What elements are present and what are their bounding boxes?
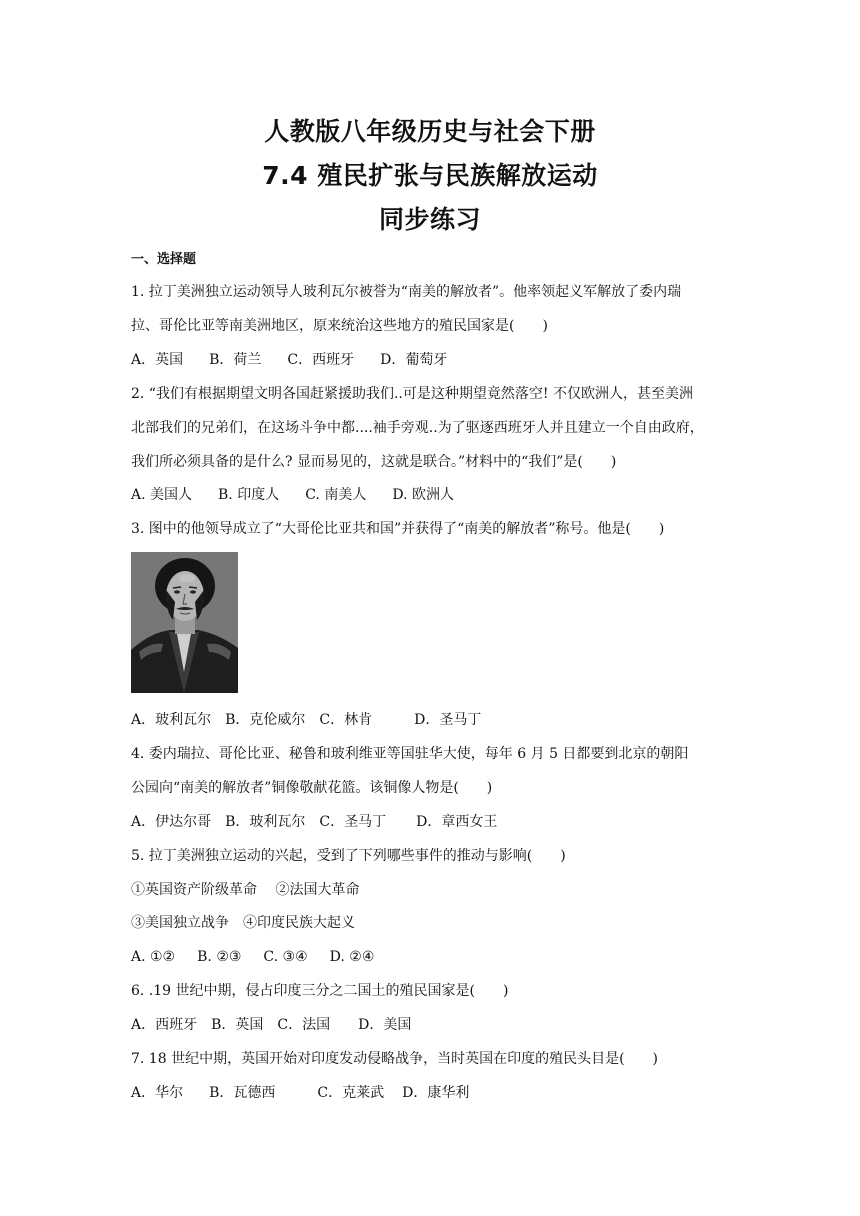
option-c: C．林肯 xyxy=(319,712,373,728)
option-d: D. ②④ xyxy=(329,949,375,965)
option-c: C. 南美人 xyxy=(305,487,367,503)
question-4-options xyxy=(131,812,731,832)
option-d: D．葡萄牙 xyxy=(380,352,448,368)
question-2-text-cont: 北部我们的兄弟们，在这场斗争中都....袖手旁观..为了驱逐西班牙人并且建立一个自由政府， xyxy=(131,420,704,436)
option-b: B．玻利瓦尔 xyxy=(225,814,306,830)
section-heading: 一、选择题 xyxy=(131,252,197,267)
question-4-text: 4. 委内瑞拉、哥伦比亚、秘鲁和玻利维亚等国驻华大使，每年 6 月 5 日都要到北京的朝阳 xyxy=(131,746,689,762)
doc-title: 人教版八年级历史与社会下册 xyxy=(264,117,596,146)
option-d: D．章西女王 xyxy=(416,814,498,830)
question-1-options xyxy=(131,350,731,370)
question-7-text: 7. 18 世纪中期，英国开始对印度发动侵略战争，当时英国在印度的殖民头目是( ) xyxy=(131,1051,658,1067)
question-3-options xyxy=(131,710,731,730)
option-c: C．圣马丁 xyxy=(319,814,387,830)
question-6-text: 6. .19 世纪中期，侵占印度三分之二国土的殖民国家是( ) xyxy=(131,983,509,999)
doc-subtitle-2: 同步练习 xyxy=(378,205,481,234)
option-a: A．西班牙 xyxy=(131,1017,198,1033)
doc-subtitle: 7.4 殖民扩张与民族解放运动 xyxy=(262,161,598,190)
option-b: B．英国 xyxy=(211,1017,264,1033)
option-b: B. ②③ xyxy=(197,949,242,965)
option-d: D．康华利 xyxy=(402,1085,470,1101)
question-7-options xyxy=(131,1083,731,1103)
question-5-choice-line-2: ③美国独立战争 ④印度民族大起义 xyxy=(131,915,355,931)
question-2-options xyxy=(131,485,731,505)
option-a: A. 美国人 xyxy=(131,487,193,503)
option-a: A. ①② xyxy=(131,949,176,965)
question-4-text-cont: 公园向“南美的解放者”铜像敬献花篮。该铜像人物是( ) xyxy=(131,780,493,796)
option-c: C．克莱武 xyxy=(317,1085,385,1101)
option-b: B．瓦德西 xyxy=(209,1085,276,1101)
option-b: B．克伦威尔 xyxy=(225,712,306,728)
question-1-text: 1. 拉丁美洲独立运动领导人玻利瓦尔被誉为“南美的解放者”。他率领起义军解放了委内瑞 xyxy=(131,284,682,300)
option-d: D. 欧洲人 xyxy=(392,487,454,503)
option-a: A．玻利瓦尔 xyxy=(131,712,212,728)
option-a: A．华尔 xyxy=(131,1085,184,1101)
question-5-text: 5. 拉丁美洲独立运动的兴起，受到了下列哪些事件的推动与影响( ) xyxy=(131,848,566,864)
option-d: D．美国 xyxy=(358,1017,412,1033)
option-a: A．英国 xyxy=(131,352,184,368)
portrait-image xyxy=(131,552,238,693)
question-3-text: 3. 图中的他领导成立了“大哥伦比亚共和国”并获得了“南美的解放者”称号。他是( ) xyxy=(131,521,665,537)
option-d: D．圣马丁 xyxy=(414,712,482,728)
option-a: A．伊达尔哥 xyxy=(131,814,212,830)
question-6-options xyxy=(131,1015,731,1035)
option-b: B. 印度人 xyxy=(218,487,280,503)
option-c: C．法国 xyxy=(277,1017,331,1033)
question-5-choice-line-1: ①英国资产阶级革命 ②法国大革命 xyxy=(131,882,360,898)
question-5-options xyxy=(131,947,731,967)
question-1-text-cont: 拉、哥伦比亚等南美洲地区，原来统治这些地方的殖民国家是( ) xyxy=(131,318,548,334)
option-c: C．西班牙 xyxy=(287,352,355,368)
option-c: C. ③④ xyxy=(263,949,308,965)
option-b: B．荷兰 xyxy=(209,352,262,368)
question-2-text-cont-2: 我们所必须具备的是什么? 显而易见的，这就是联合。”材料中的“我们”是( ) xyxy=(131,454,617,470)
question-2-text: 2. “我们有根据期望文明各国赶紧援助我们..可是这种期望竟然落空! 不仅欧洲人，甚至美洲 xyxy=(131,386,693,402)
